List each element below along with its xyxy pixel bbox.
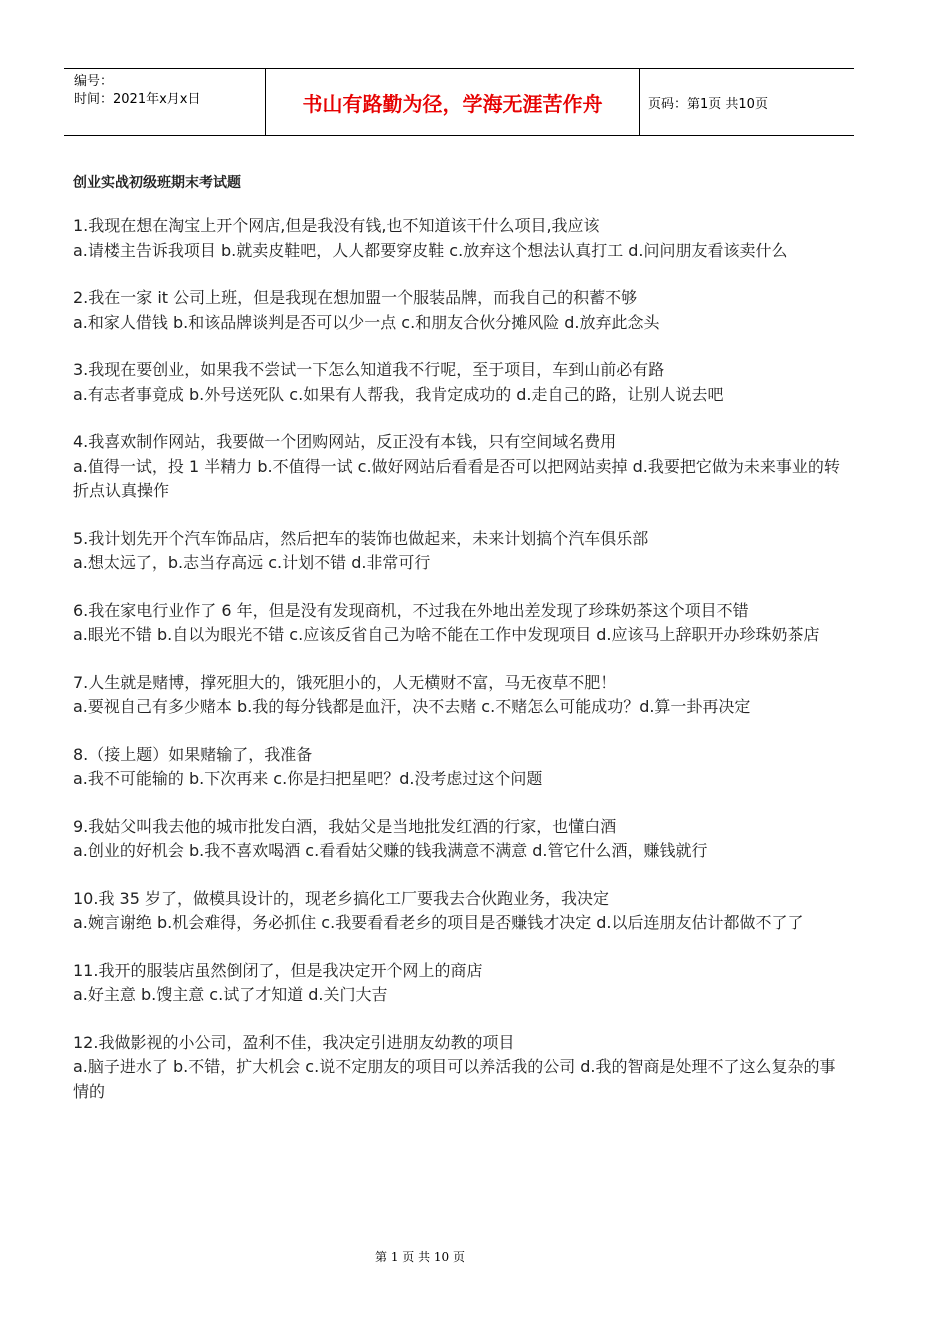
question-options: a.创业的好机会 b.我不喜欢喝酒 c.看看姑父赚的钱我满意不满意 d.管它什么酒，赚钱就行 — [73, 841, 708, 860]
question-text: 10.我 35 岁了，做模具设计的，现老乡搞化工厂要我去合伙跑业务，我决定 — [73, 888, 609, 908]
question-text: 7.人生就是赌博，撑死胆大的，饿死胆小的，人无横财不富，马无夜草不肥！ — [73, 672, 617, 692]
question-text: 8.（接上题）如果赌输了，我准备 — [73, 744, 313, 764]
question-options: a.婉言谢绝 b.机会难得，务必抓住 c.我要看看老乡的项目是否赚钱才决定 d.以后连朋友估计都做不了了 — [73, 913, 804, 932]
page-footer: 第 1 页 共 10 页 — [375, 1250, 465, 1264]
question-item — [73, 358, 848, 407]
question-text: 11.我开的服装店虽然倒闭了，但是我决定开个网上的商店 — [73, 960, 483, 980]
question-text: 1.我现在想在淘宝上开个网店,但是我没有钱,也不知道该干什么项目,我应该 — [73, 216, 600, 235]
question-text: 9.我姑父叫我去他的城市批发白酒，我姑父是当地批发红酒的行家，也懂白酒 — [73, 816, 617, 836]
question-options: a.值得一试，投 1 半精力 b.不值得一试 c.做好网站后看看是否可以把网站卖掉 d.我要把它做为未来事业的转折点认真操作 — [73, 456, 840, 500]
question-options: a.想太远了，b.志当存高远 c.计划不错 d.非常可行 — [73, 553, 431, 572]
question-text: 3.我现在要创业，如果我不尝试一下怎么知道我不行呢，至于项目，车到山前必有路 — [73, 360, 665, 379]
time-label: 时间：2021年x月x日 — [74, 92, 201, 107]
question-item — [73, 1031, 848, 1105]
question-text: 4.我喜欢制作网站，我要做一个团购网站，反正没有本钱，只有空间域名费用 — [73, 432, 617, 451]
document-title: 创业实战初级班期末考试题 — [73, 175, 241, 191]
question-options: a.好主意 b.馊主意 c.试了才知道 d.关门大吉 — [73, 985, 388, 1004]
question-item — [73, 286, 848, 335]
document-header — [64, 68, 854, 136]
question-options: a.眼光不错 b.自以为眼光不错 c.应该反省自己为啥不能在工作中发现项目 d.应该马上辞职开办珍珠奶茶店 — [73, 625, 820, 644]
question-item — [73, 887, 848, 936]
question-item — [73, 671, 848, 720]
question-item — [73, 743, 848, 792]
question-options: a.要视自己有多少赌本 b.我的每分钱都是血汗，决不去赌 c.不赌怎么可能成功？d.算一卦再决定 — [73, 697, 751, 716]
question-options: a.和家人借钱 b.和该品牌谈判是否可以少一点 c.和朋友合伙分摊风险 d.放弃此念头 — [73, 312, 660, 332]
question-item — [73, 959, 848, 1008]
question-options: a.请楼主告诉我项目 b.就卖皮鞋吧，人人都要穿皮鞋 c.放弃这个想法认真打工 d.问问朋友看该卖什么 — [73, 240, 788, 260]
header-motto: 书山有路勤为径，学海无涯苦作舟 — [266, 69, 640, 135]
question-options: a.我不可能输的 b.下次再来 c.你是扫把星吧？d.没考虑过这个问题 — [73, 769, 543, 788]
header-page-info: 页码：第1页 共10页 — [648, 96, 768, 112]
question-item — [73, 527, 848, 576]
question-text: 5.我计划先开个汽车饰品店，然后把车的装饰也做起来，未来计划搞个汽车俱乐部 — [73, 528, 649, 548]
header-meta — [64, 69, 266, 135]
question-text: 2.我在一家 it 公司上班，但是我现在想加盟一个服装品牌，而我自己的积蓄不够 — [73, 288, 638, 307]
question-options: a.脑子进水了 b.不错，扩大机会 c.说不定朋友的项目可以养活我的公司 d.我的智商是处理不了这么复杂的事情的 — [73, 1057, 836, 1101]
question-item — [73, 599, 848, 648]
question-list — [73, 214, 848, 1127]
question-item — [73, 214, 848, 263]
question-text: 12.我做影视的小公司，盈利不佳，我决定引进朋友幼教的项目 — [73, 1032, 515, 1052]
question-options: a.有志者事竟成 b.外号送死队 c.如果有人帮我，我肯定成功的 d.走自己的路，让别人说去吧 — [73, 384, 724, 404]
question-item — [73, 815, 848, 864]
number-label: 编号： — [74, 74, 114, 89]
question-item — [73, 430, 848, 504]
question-text: 6.我在家电行业作了 6 年，但是没有发现商机，不过我在外地出差发现了珍珠奶茶这个项目不错 — [73, 600, 749, 620]
